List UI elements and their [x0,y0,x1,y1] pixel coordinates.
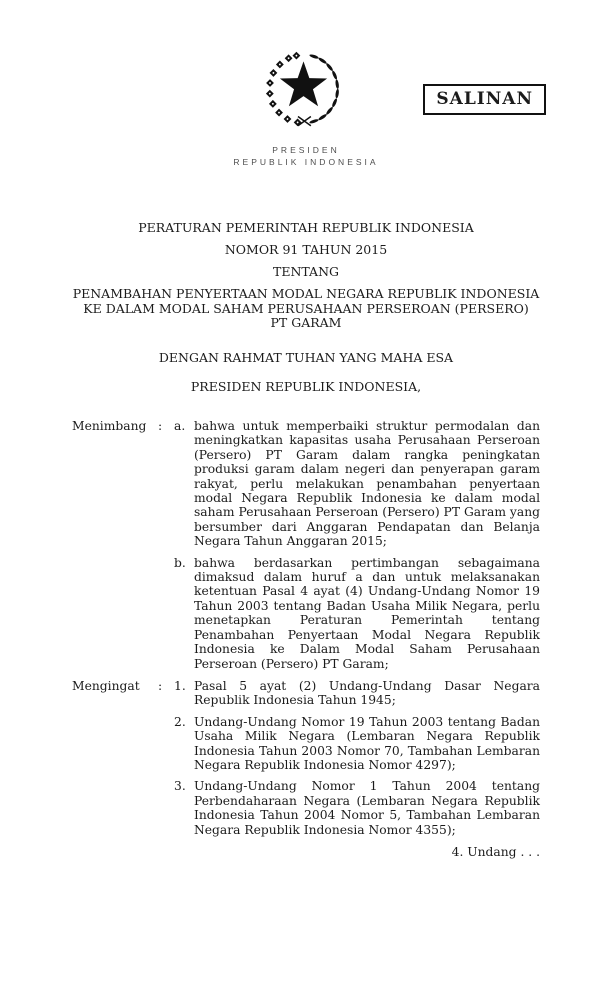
item-marker: a. [174,419,186,433]
item-marker: 1. [174,678,186,693]
list-item [174,679,540,708]
invocation: DENGAN RAHMAT TUHAN YANG MAHA ESA [158,350,454,365]
list-item [174,556,540,671]
subject-line-1: PENAMBAHAN PENYERTAAN MODAL NEGARA REPUBLIK INDONESIA [72,286,540,301]
item-text: bahwa berdasarkan pertimbangan sebagaimana dimaksud dalam huruf a dan untuk melaksanakan ketentuan Pasal 4 ayat (4) Undang-Undang Nomor 19 Tahun 2003 tentang Badan Usaha Milik Negara, perlu menetapkan Peraturan Pemerintah tentang Penambahan Penyertaan Modal Negara Republik Indonesia ke Dalam Modal Saham Perusahaan Perseroan (Persero) PT Garam; [194,555,540,671]
salinan-stamp [423,84,546,115]
menimbang-label: Menimbang [72,419,147,433]
item-text: Undang-Undang Nomor 1 Tahun 2004 tentang Perbendaharaan Negara (Lembaran Negara Republik Indonesia Tahun 2004 Nomor 5, Tambahan Lembaran Negara Republik Indonesia Nomor 4355); [194,779,540,837]
letterhead-line2: REPUBLIK INDONESIA [233,157,379,167]
menimbang-clause [72,419,540,671]
mengingat-clause [72,679,540,837]
subject-line-2: KE DALAM MODAL SAHAM PERUSAHAAN PERSEROAN (PERSERO) [83,300,529,316]
letterhead-line1: PRESIDEN [272,145,340,155]
item-text: bahwa untuk memperbaiki struktur permodalan dan meningkatkan kapasitas usaha Perusahaan Perseroan (Persero) PT Garam dalam rangka peningkatan produksi garam dalam negeri dan penyerapan garam rakyat, perlu melakukan penambahan penyertaan modal Negara Republik Indonesia ke dalam modal saham Perusahaan Perseroan (Persero) PT Garam yang bersumber dari Anggaran Pendapatan dan Belanja Negara Tahun Anggaran 2015; [194,419,540,549]
regulation-type: PERATURAN PEMERINTAH REPUBLIK INDONESIA [138,220,474,235]
star-shape [280,61,327,106]
title-block [0,221,612,331]
catchword: 4. Undang . . . [451,845,540,859]
presidential-star-emblem-icon [256,42,351,134]
item-marker: b. [174,555,186,570]
mengingat-label: Mengingat [72,678,140,693]
list-item [174,715,540,773]
authority-line: PRESIDEN REPUBLIK INDONESIA, [190,379,422,394]
regulation-number: NOMOR 91 TAHUN 2015 [224,242,388,257]
item-text: Pasal 5 ayat (2) Undang-Undang Dasar Negara Republik Indonesia Tahun 1945; [194,678,540,708]
list-item [174,779,540,837]
menimbang-items [174,419,540,671]
mengingat-items [174,679,540,837]
letterhead [0,144,612,168]
item-marker: 3. [174,779,186,794]
item-marker: 2. [174,714,186,729]
about-label: TENTANG [272,264,339,279]
list-item [174,419,540,549]
rice-branch [309,54,339,125]
salinan-stamp-label: SALINAN [436,89,533,109]
clauses [72,419,540,845]
item-text: Undang-Undang Nomor 19 Tahun 2003 tentang Badan Usaha Milik Negara (Lembaran Negara Republik Indonesia Tahun 2003 Nomor 70, Tambahan Lembaran Negara Republik Indonesia Nomor 4297); [194,714,540,772]
subject-line-3: PT GARAM [270,315,342,330]
menimbang-colon: : [158,419,163,433]
mengingat-colon: : [158,678,163,693]
